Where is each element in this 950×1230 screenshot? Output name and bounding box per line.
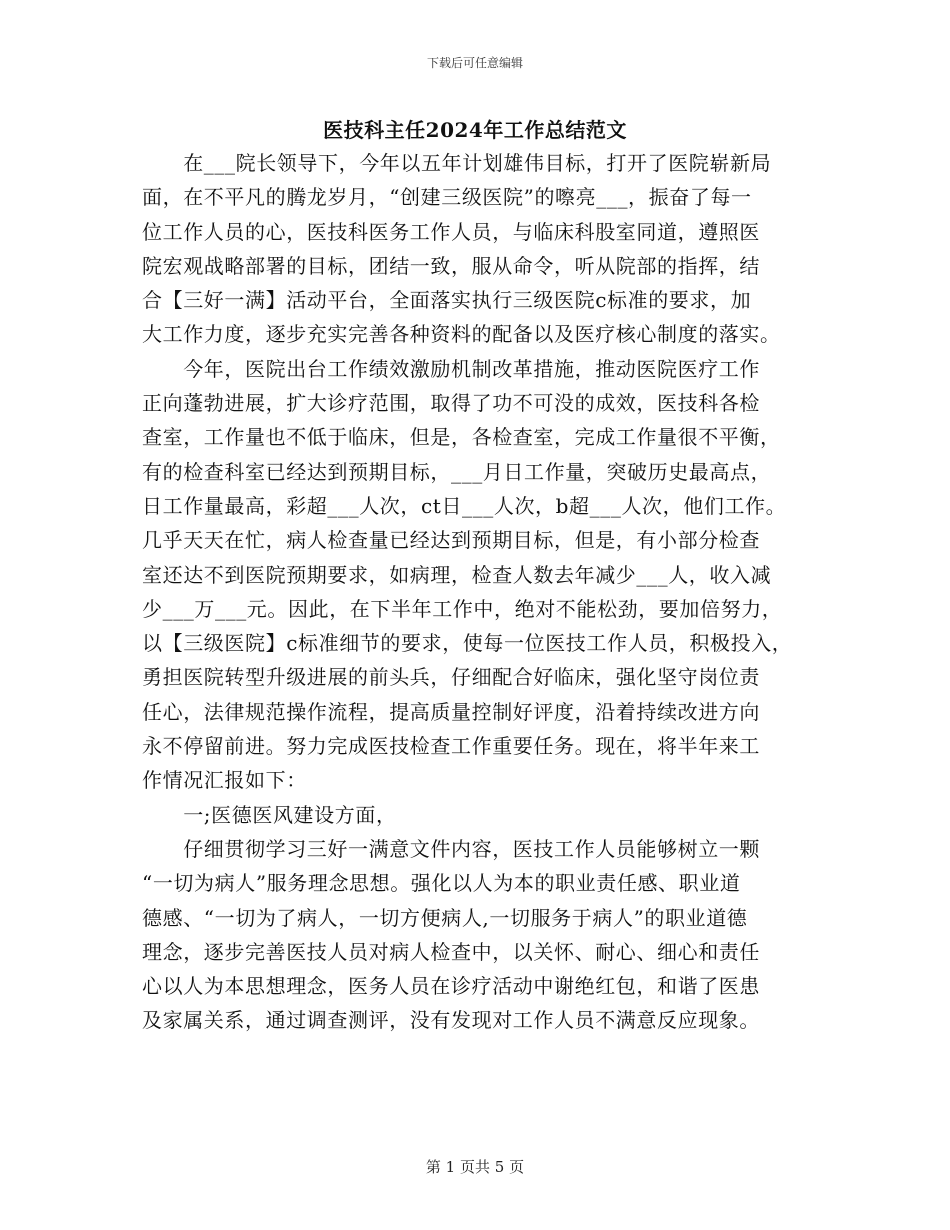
body-line: 室还达不到医院预期要求，如病理，检查人数去年减少___人，收入减 [142,562,772,587]
body-line: 任心，法律规范操作流程，提高质量控制好评度，沿着持续改进方向 [142,699,760,724]
body-line: 今年，医院出台工作绩效激励机制改革措施，推动医院医疗工作 [142,356,760,381]
body-line: 院宏观战略部署的目标，团结一致，服从命令，听从院部的指挥，结 [142,253,760,278]
body-line: 正向蓬勃进展，扩大诊疗范围，取得了功不可没的成效，医技科各检 [142,391,760,416]
body-line: 仔细贯彻学习三好一满意文件内容，医技工作人员能够树立一颗 [142,836,760,861]
body-line: 以【三级医院】c标准细节的要求，使每一位医技工作人员，积极投入， [142,631,793,656]
body-line: 及家属关系，通过调查测评，没有发现对工作人员不满意反应现象。 [142,1008,760,1033]
body-line: 作情况汇报如下： [142,768,307,793]
body-line: 一;医德医风建设方面， [142,802,397,827]
body-line: 心以人为本思想理念，医务人员在诊疗活动中谢绝红包，和谐了医患 [142,974,760,999]
page-number: 第 1 页共 5 页 [425,1158,525,1176]
body-line: 少___万___元。因此，在下半年工作中，绝对不能松劲，要加倍努力， [142,596,783,621]
document-title: 医技科主任2024年工作总结范文 [323,118,627,142]
body-line: 永不停留前进。努力完成医技检查工作重要任务。现在，将半年来工 [142,734,760,759]
body-line: 面，在不平凡的腾龙岁月，“创建三级医院”的嚓亮___，振奋了每一 [142,185,752,210]
body-line: 有的检查科室已经达到预期目标，___月日工作量，突破历史最高点， [142,459,772,484]
body-line: 大工作力度，逐步充实完善各种资料的配备以及医疗核心制度的落实。 [142,322,781,347]
body-line: 查室，工作量也不低于临床，但是，各检查室，完成工作量很不平衡， [142,425,781,450]
body-line: 在___院长领导下，今年以五年计划雄伟目标，打开了医院崭新局 [142,151,772,175]
body-line: 理念，逐步完善医技人员对病人检查中，以关怀、耐心、细心和责任 [142,939,760,964]
body-line: 日工作量最高，彩超___人次，ct日___人次，b超___人次，他们工作。 [142,493,787,518]
body-line: 合【三好一满】活动平台，全面落实执行三级医院c标准的要求，加 [142,288,752,313]
body-line: 位工作人员的心，医技科医务工作人员，与临床科股室同道，遵照医 [142,219,760,244]
document-body [142,146,822,1038]
body-line: “一切为病人”服务理念思想。强化以人为本的职业责任感、职业道 [142,871,741,896]
body-line: 几乎天天在忙，病人检查量已经达到预期目标，但是，有小部分检查 [142,528,760,553]
header-note: 下载后可任意编辑 [426,56,523,70]
body-line: 德感、“一切为了病人，一切方便病人,一切服务于病人”的职业道德 [142,905,748,930]
body-line: 勇担医院转型升级进展的前头兵，仔细配合好临床，强化坚守岗位责 [142,665,760,690]
